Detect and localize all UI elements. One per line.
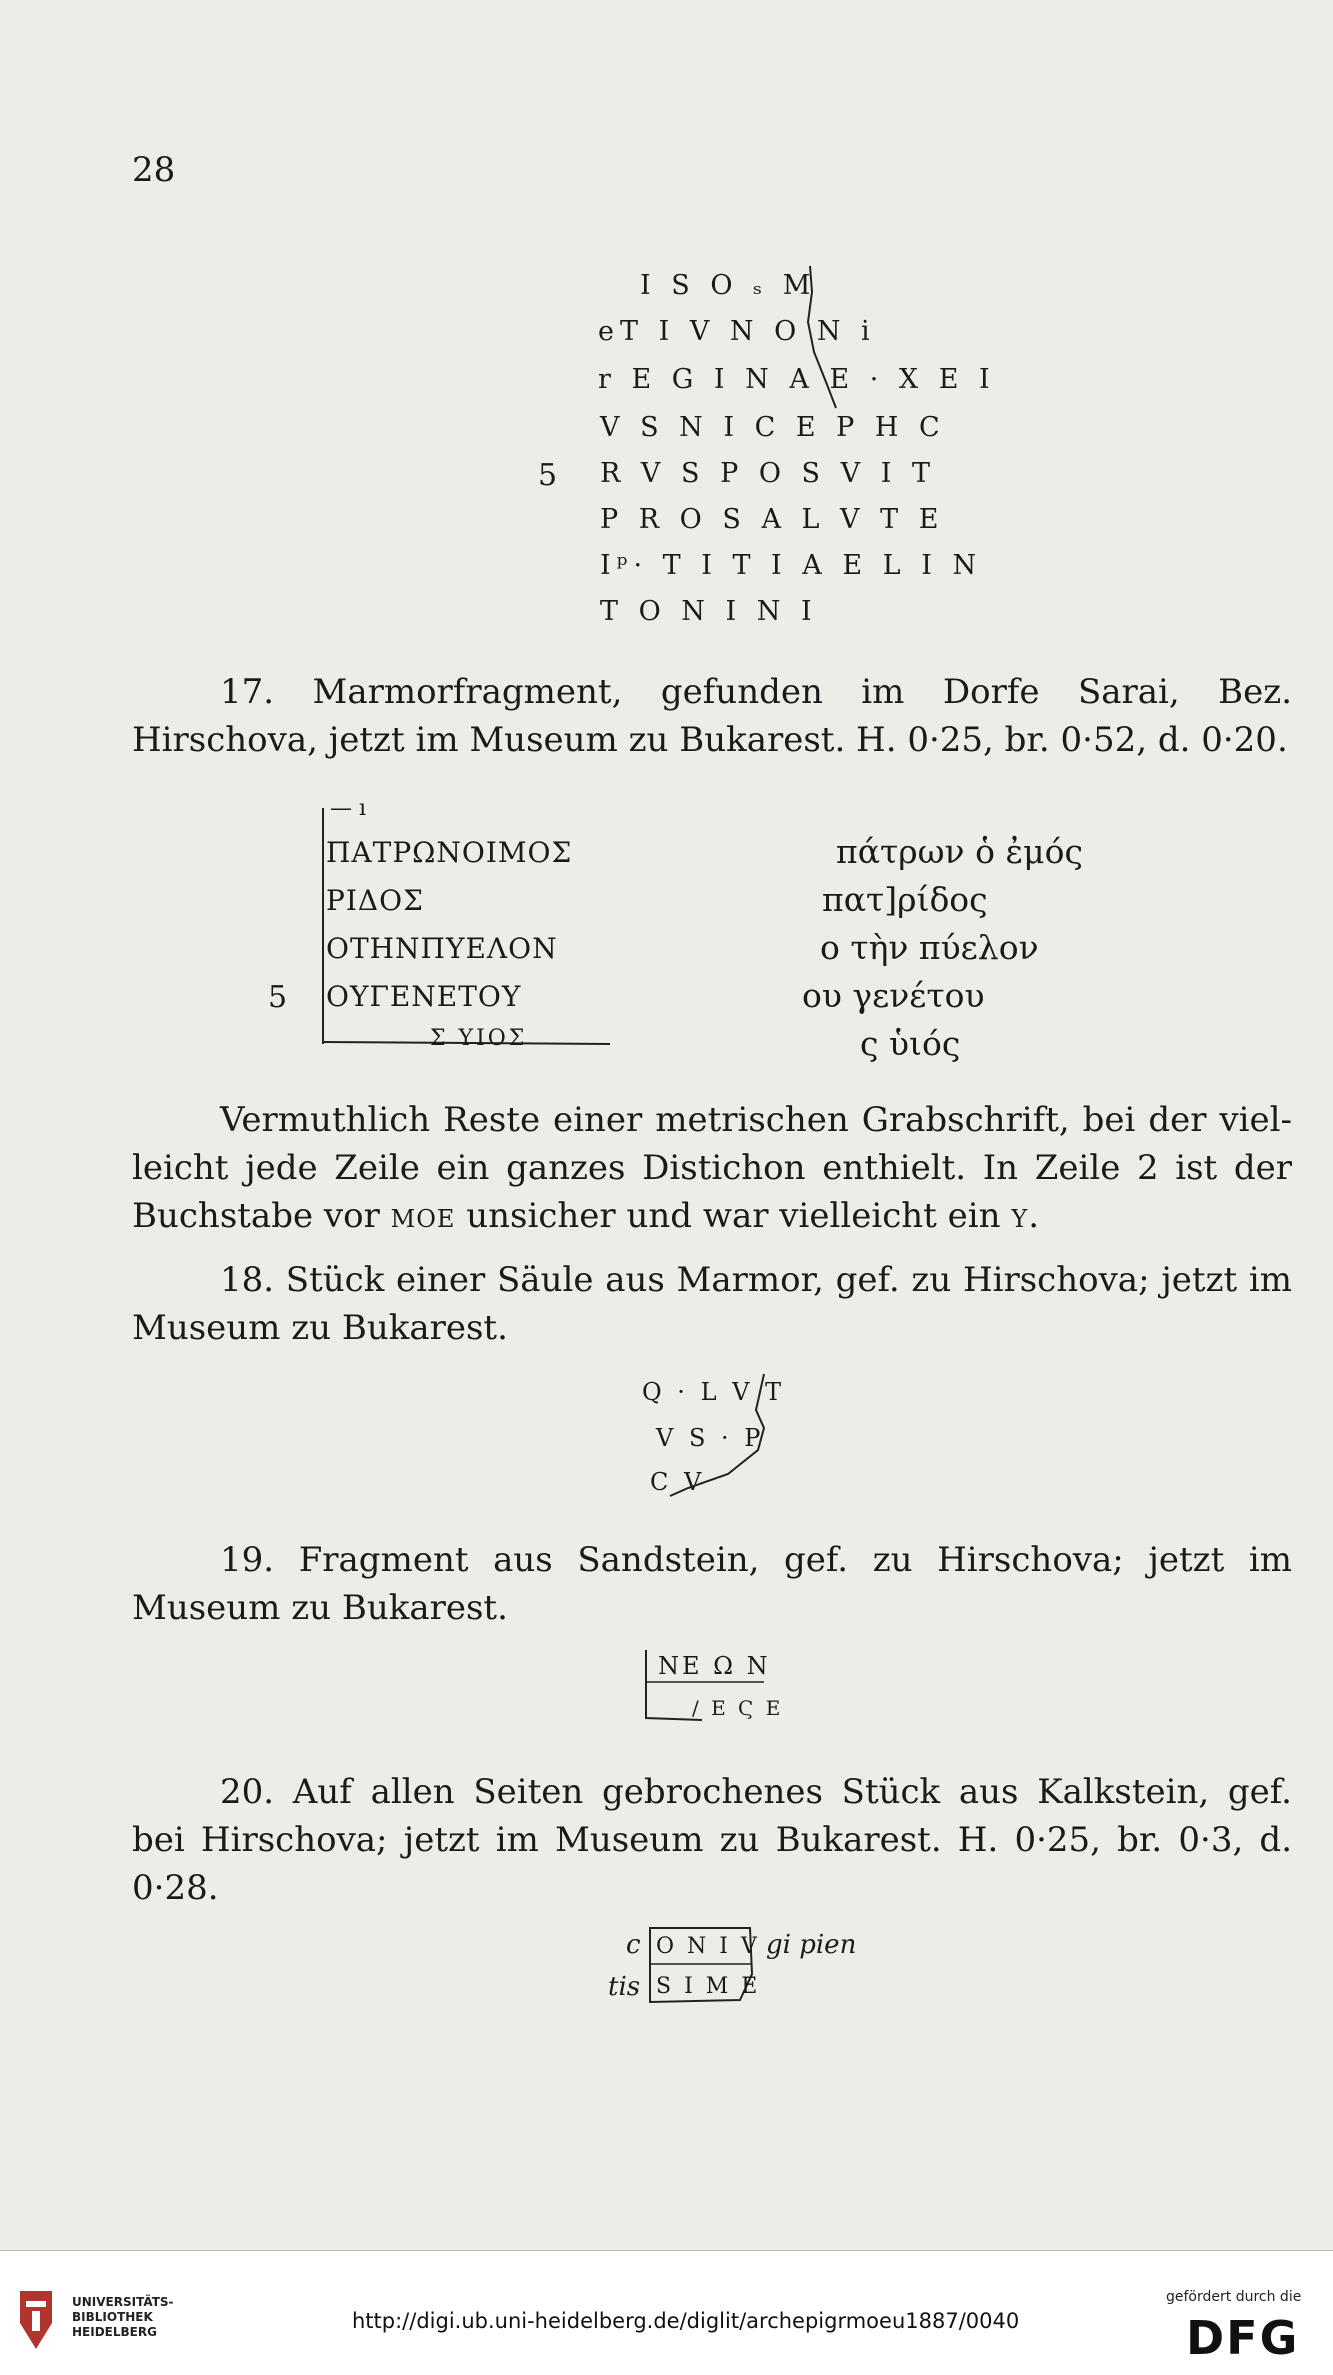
commentary-text: Vermuthlich Reste einer metrischen Grabschrift, bei der vielleicht jede Zeile ein ganzes Distichon enthielt. In Zeile 2 ist der Buchstabe vor xyxy=(132,1100,1292,1236)
inscription-line: R V S P O S V I T xyxy=(600,458,936,489)
greek-fragment-line: ΡΙΔΟΣ xyxy=(326,884,424,917)
fragment-18-line: Q · L V T xyxy=(642,1378,786,1406)
greek-fragment-line: — ı xyxy=(330,796,367,821)
greek-fragment-line: ΠΑΤΡΩΝΟΙΜΟΣ xyxy=(326,836,573,869)
fragment-18-line: C V xyxy=(650,1468,706,1496)
fragment-18-outline xyxy=(668,1370,778,1500)
fragment-20-text: gi pien xyxy=(766,1930,857,1960)
commentary-greek-letter: υ. xyxy=(1011,1196,1040,1236)
section-17: 17. Marmorfragment, gefunden im Dorfe Sarai, Bez. Hirschova, jetzt im Museum zu Bukarest. H. 0·25, br. 0·52, d. 0·20. xyxy=(132,672,1292,760)
commentary-text: unsicher und war vielleicht ein xyxy=(466,1196,1001,1236)
greek-transcription-line: ο τὴν πύελον xyxy=(820,928,1039,967)
university-logo-icon xyxy=(14,2287,58,2353)
fragment-20-text: O N I V xyxy=(656,1934,760,1959)
inscription-line: P R O S A L V T E xyxy=(600,504,945,535)
page-number: 28 xyxy=(132,150,176,190)
fragment-18-line: V S · P xyxy=(656,1424,765,1452)
fragment-line-number: 5 xyxy=(268,980,288,1015)
inscription-line: T O N I N I xyxy=(600,596,818,627)
greek-transcription-line: πάτρων ὁ ἐμός xyxy=(836,832,1083,871)
greek-transcription-line: πατ]ρίδος xyxy=(822,880,988,919)
greek-transcription-line: ου γενέτου xyxy=(802,976,985,1015)
fragment-20-text: tis xyxy=(608,1972,641,2002)
section-19: 19. Fragment aus Sandstein, gef. zu Hirschova; jetzt im Museum zu Bukarest. xyxy=(132,1540,1292,1628)
dfg-logo: DFG xyxy=(1186,2311,1300,2365)
source-url-link[interactable]: http://digi.ub.uni-heidelberg.de/diglit/archepigrmoeu1887/0040 xyxy=(352,2309,1020,2333)
inscription-line-number: 5 xyxy=(538,458,558,493)
fragment-19-line: ΝΕ Ω Ν xyxy=(658,1652,771,1680)
section-20: 20. Auf allen Seiten gebrochenes Stück aus Kalkstein, gef. bei Hirschova; jetzt im Museum zu Bukarest. H. 0·25, br. 0·3, d. 0·28. xyxy=(132,1772,1292,1908)
fragment-19-line: / Ε Ϛ Ε xyxy=(692,1696,784,1720)
inscription-line: r E G I N A E · X E I xyxy=(598,364,996,395)
section-17-commentary xyxy=(132,1096,1292,1240)
greek-fragment-line: Σ ΥΙΟΣ xyxy=(430,1026,528,1051)
funder-label: gefördert durch die xyxy=(1166,2289,1302,2305)
fragment-17-border xyxy=(322,808,324,1044)
inscription-line: eT I V N O N i xyxy=(598,316,876,347)
fragment-20-text: c xyxy=(626,1930,641,1960)
greek-fragment-line: ΟΤΗΝΠΥΕΛΟΝ xyxy=(326,932,558,965)
university-library-label: UNIVERSITÄTS- BIBLIOTHEK HEIDELBERG xyxy=(72,2295,174,2339)
fracture-line xyxy=(806,262,846,412)
greek-transcription-line: ς ὑιός xyxy=(860,1024,961,1063)
fragment-20-text: S I M E xyxy=(656,1974,761,1999)
inscription-line: I S O ₛ M xyxy=(640,270,817,301)
footer-bar xyxy=(0,2250,1333,2375)
section-18: 18. Stück einer Säule aus Marmor, gef. zu Hirschova; jetzt im Museum zu Bukarest. xyxy=(132,1260,1292,1348)
commentary-greek-word: μοε xyxy=(390,1196,456,1236)
inscription-line: V S N I C E P H C xyxy=(600,412,946,443)
inscription-line: Ⅰᵖ· T I T I A E L I N xyxy=(600,550,983,581)
greek-fragment-line: ΟΥΓΕΝΕΤΟΥ xyxy=(326,980,522,1013)
